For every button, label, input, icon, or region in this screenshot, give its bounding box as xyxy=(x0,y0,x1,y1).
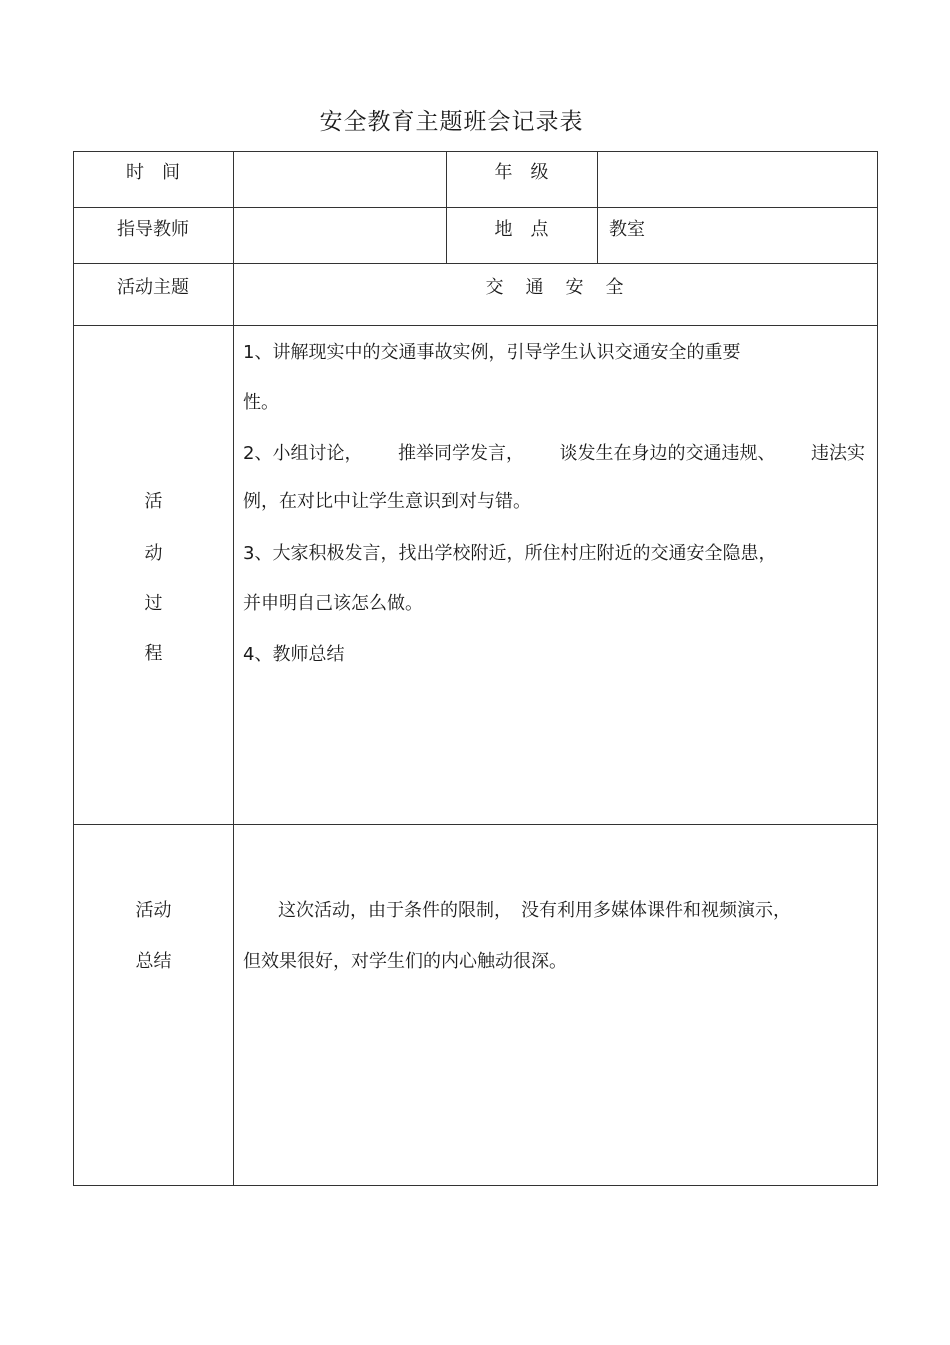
process-item-3-line-1: 3、大家积极发言，找出学校附近，所住村庄附近的交通安全隐患， xyxy=(243,543,777,564)
process-item-4: 4、教师总结 xyxy=(243,644,345,665)
page-title: 安全教育主题班会记录表 xyxy=(319,109,584,135)
process-item-2-line-1 xyxy=(243,443,865,465)
time-label: 时 间 xyxy=(126,162,180,183)
process-label-char: 动 xyxy=(144,543,163,564)
column-divider xyxy=(597,151,598,263)
process-item-2-part: 2、小组讨论， xyxy=(243,443,363,464)
row-divider xyxy=(73,263,878,264)
location-value: 教室 xyxy=(609,219,645,240)
row-divider xyxy=(73,824,878,825)
summary-line-2: 但效果很好，对学生们的内心触动很深。 xyxy=(243,951,567,972)
theme-label: 活动主题 xyxy=(117,277,189,298)
process-item-2-line-2: 例，在对比中让学生意识到对与错。 xyxy=(243,491,531,512)
process-item-1-line-2: 性。 xyxy=(243,392,279,413)
process-item-2-part: 谈发生在身边的交通违规、 xyxy=(559,443,776,464)
record-table xyxy=(73,151,878,1186)
row-divider xyxy=(73,207,878,208)
location-label: 地 点 xyxy=(494,219,549,240)
summary-line-1: 这次活动，由于条件的限制， 没有利用多媒体课件和视频演示， xyxy=(278,900,791,921)
process-label-char: 程 xyxy=(144,643,163,664)
summary-label-line-1: 活动 xyxy=(135,900,172,921)
process-label-char: 活 xyxy=(144,491,163,512)
grade-label: 年 级 xyxy=(494,162,549,183)
row-divider xyxy=(73,325,878,326)
process-item-2-part: 推举同学发言， xyxy=(397,443,524,464)
process-item-3-line-2: 并申明自己该怎么做。 xyxy=(243,593,423,614)
column-divider xyxy=(233,151,234,1186)
teacher-label: 指导教师 xyxy=(117,219,189,240)
theme-value: 交 通 安 全 xyxy=(485,277,626,298)
summary-label-line-2: 总结 xyxy=(135,951,172,972)
process-item-2-part: 违法实 xyxy=(811,443,865,464)
process-item-1-line-1: 1、讲解现实中的交通事故实例，引导学生认识交通安全的重要 xyxy=(243,342,741,363)
process-label-char: 过 xyxy=(144,593,163,614)
